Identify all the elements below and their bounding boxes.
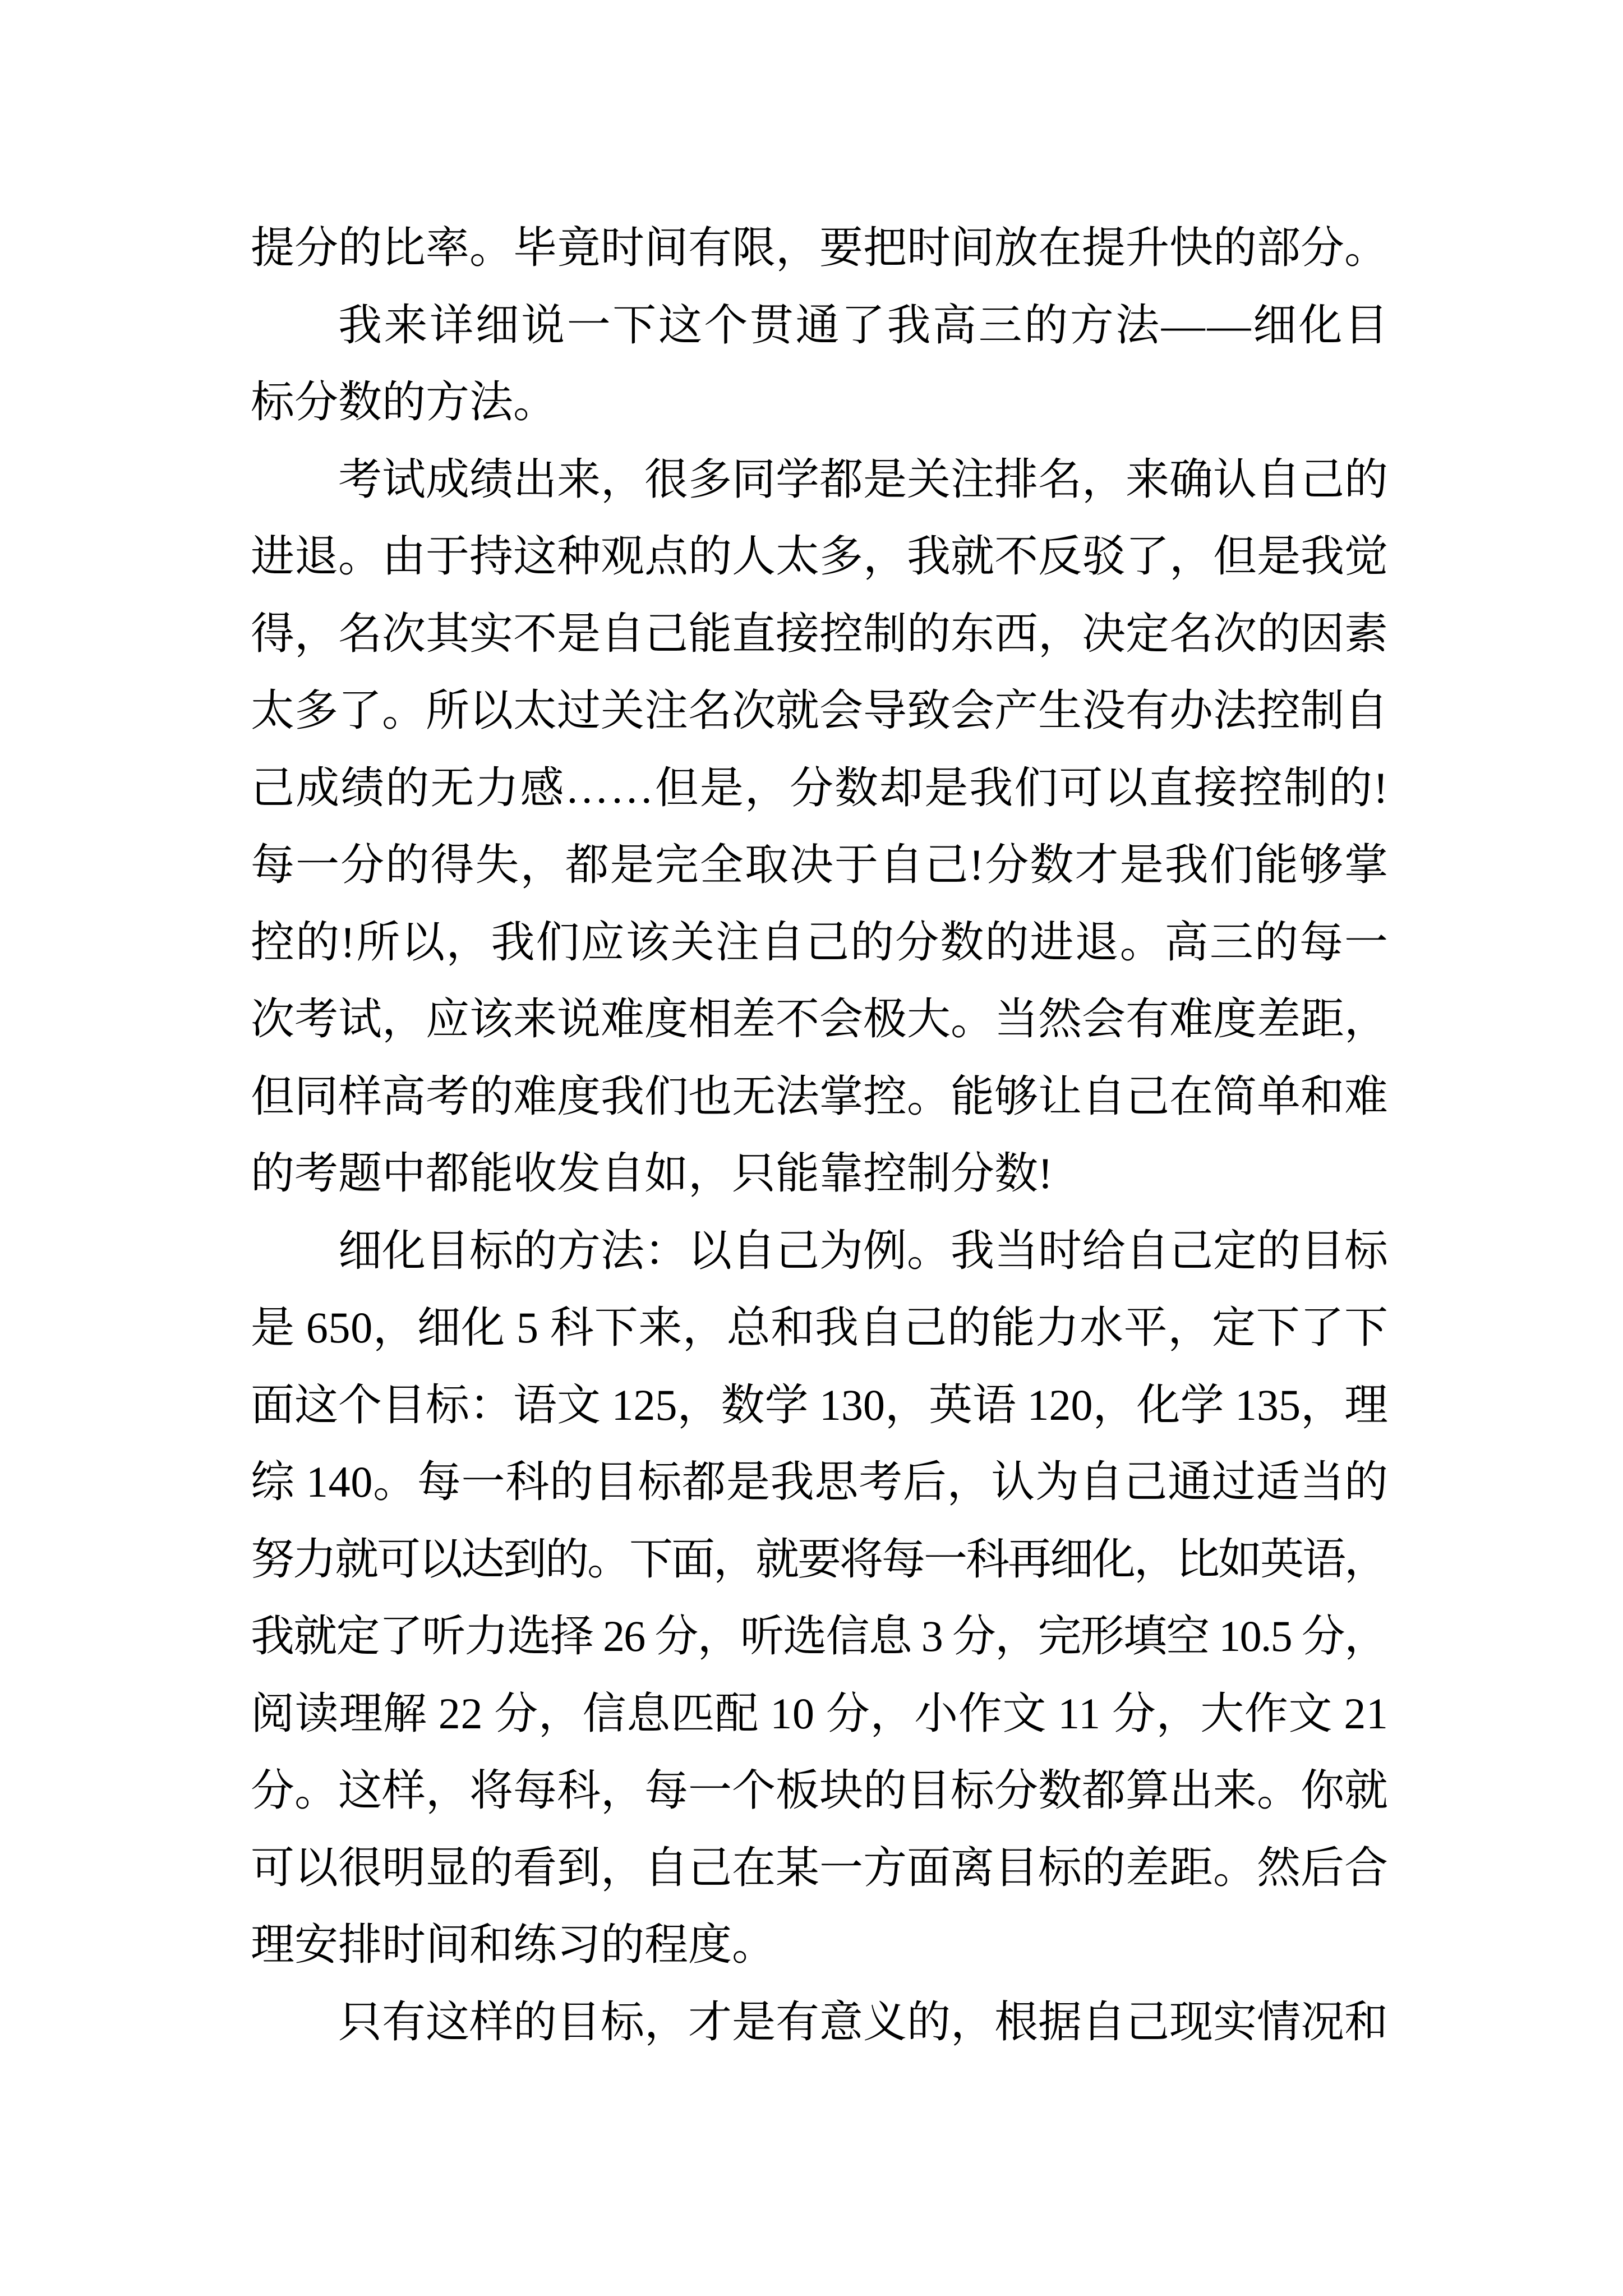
paragraph [251,209,1388,287]
text-line: 控的!所以，我们应该关注自己的分数的进退。高三的每一 [251,917,1390,967]
text-line: 太多了。所以太过关注名次就会导致会产生没有办法控制自 [251,686,1388,735]
text-line: 可以很明显的看到，自己在某一方面离目标的差距。然后合 [251,1843,1388,1892]
text-line: 是 650，细化 5 科下来，总和我自己的能力水平，定下了下 [251,1303,1389,1352]
text-line: 细化目标的方法：以自己为例。我当时给自己定的目标 [338,1226,1388,1275]
text-line: 考试成绩出来，很多同学都是关注排名，来确认自己的 [338,454,1388,504]
text-line: 理安排时间和练习的程度。 [251,1920,776,1969]
text-line: 我就定了听力选择 26 分，听选信息 3 分，完形填空 10.5 分， [251,1612,1387,1660]
text-line: 但同样高考的难度我们也无法掌控。能够让自己在简单和难 [251,1071,1388,1121]
paragraph [251,441,1388,1212]
paragraph [251,1984,1388,2061]
text-line: 努力就可以达到的。下面，就要将每一科再细化，比如英语， [251,1534,1386,1584]
text-line: 己成绩的无力感……但是，分数却是我们可以直接控制的! [251,763,1390,812]
text-line: 阅读理解 22 分，信息匹配 10 分，小作文 11 分，大作文 21 [251,1688,1389,1738]
paragraph [251,287,1388,441]
text-line: 分。这样，将每科，每一个板块的目标分数都算出来。你就 [251,1766,1388,1815]
paragraph [251,1212,1388,1984]
text-line: 的考题中都能收发自如，只能靠控制分数! [251,1149,1053,1198]
text-line: 面这个目标：语文 125，数学 130，英语 120，化学 135，理 [251,1380,1388,1429]
text-line: 我来详细说一下这个贯通了我高三的方法——细化目 [338,300,1390,349]
text-line: 标分数的方法。 [251,378,557,426]
text-line: 提分的比率。毕竟时间有限，要把时间放在提升快的部分。 [251,223,1388,272]
body-text [251,209,1388,2060]
text-line: 只有这样的目标，才是有意义的，根据自己现实情况和 [338,1997,1388,2046]
text-line: 次考试，应该来说难度相差不会极大。当然会有难度差距， [251,995,1388,1043]
text-line: 综 140。每一科的目标都是我思考后，认为自己通过适当的 [251,1457,1389,1506]
text-line: 得，名次其实不是自己能直接控制的东西，决定名次的因素 [251,609,1388,658]
text-line: 每一分的得失，都是完全取决于自己!分数才是我们能够掌 [251,840,1390,889]
text-line: 进退。由于持这种观点的人太多，我就不反驳了，但是我觉 [251,532,1388,581]
